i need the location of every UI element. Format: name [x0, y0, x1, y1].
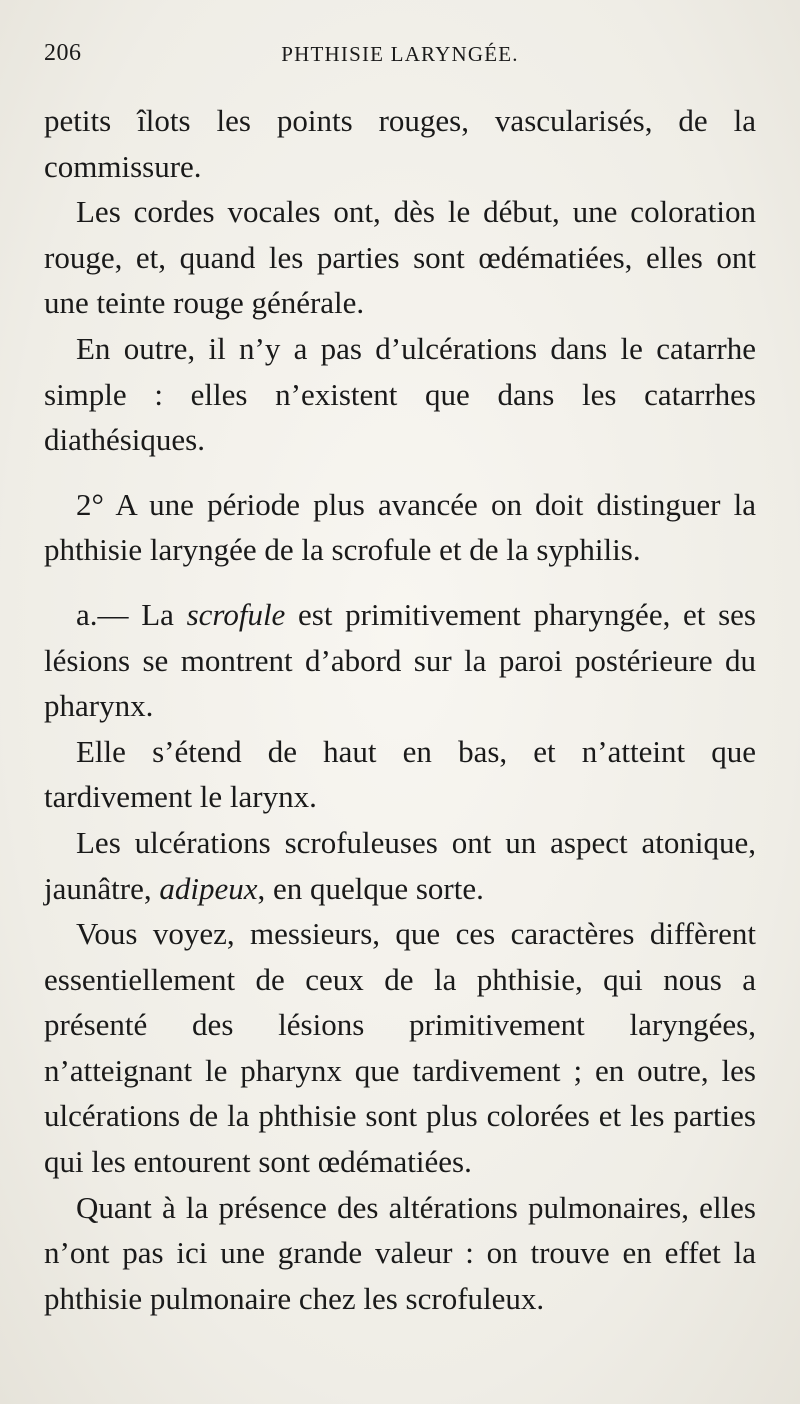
paragraph-7-post: , en quelque sorte. [257, 870, 484, 906]
paragraph-9: Quant à la présence des altérations pulmonaires, elles n’ont pas ici une grande valeur : on trouve en effet la phthisie pulmonaire chez les scrofuleux. [44, 1189, 756, 1316]
running-title: PHTHISIE LARYNGÉE. [281, 42, 519, 66]
adipeux-term: adipeux [159, 870, 258, 906]
page-number: 206 [44, 40, 82, 66]
page-header [44, 40, 756, 80]
scrofule-term: scrofule [186, 596, 286, 632]
paragraph-3: En outre, il n’y a pas d’ulcérations dans le catarrhe simple : elles n’existent que dans les catarrhes diathésiques. [44, 330, 756, 458]
paragraph-5 [44, 592, 756, 729]
paragraph-7 [44, 820, 756, 911]
paragraph-8: Vous voyez, messieurs, que ces caractères diffèrent essentiellement de ceux de la phthisie, qui nous a présenté des lésions primitivement laryngées, n’atteignant le pharynx que tardivement ; en outre, les ulcérations de la phthisie sont plus colorées et les parties qui les entourent sont œdématiées. [44, 916, 756, 1180]
paragraph-5-post: est primitivement pharyngée, et ses lésions se montrent d’abord sur la paroi postérieure du pharynx. [44, 596, 756, 724]
paragraph-1: petits îlots les points rouges, vascularisés, de la commissure. [44, 103, 756, 184]
paragraph-5-pre: a.— La [76, 596, 187, 632]
paragraph-6: Elle s’étend de haut en bas, et n’atteint que tardivement le larynx. [44, 733, 756, 815]
paragraph-7-pre: Les ulcérations scrofuleuses ont un aspect atonique, jaunâtre, [44, 824, 756, 906]
paragraph-4: 2° A une période plus avancée on doit distinguer la phthisie laryngée de la scrofule et de la syphilis. [44, 486, 756, 568]
body-text [44, 98, 756, 1321]
paragraph-2: Les cordes vocales ont, dès le début, une coloration rouge, et, quand les parties sont œdématiées, elles ont une teinte rouge générale. [44, 194, 756, 321]
